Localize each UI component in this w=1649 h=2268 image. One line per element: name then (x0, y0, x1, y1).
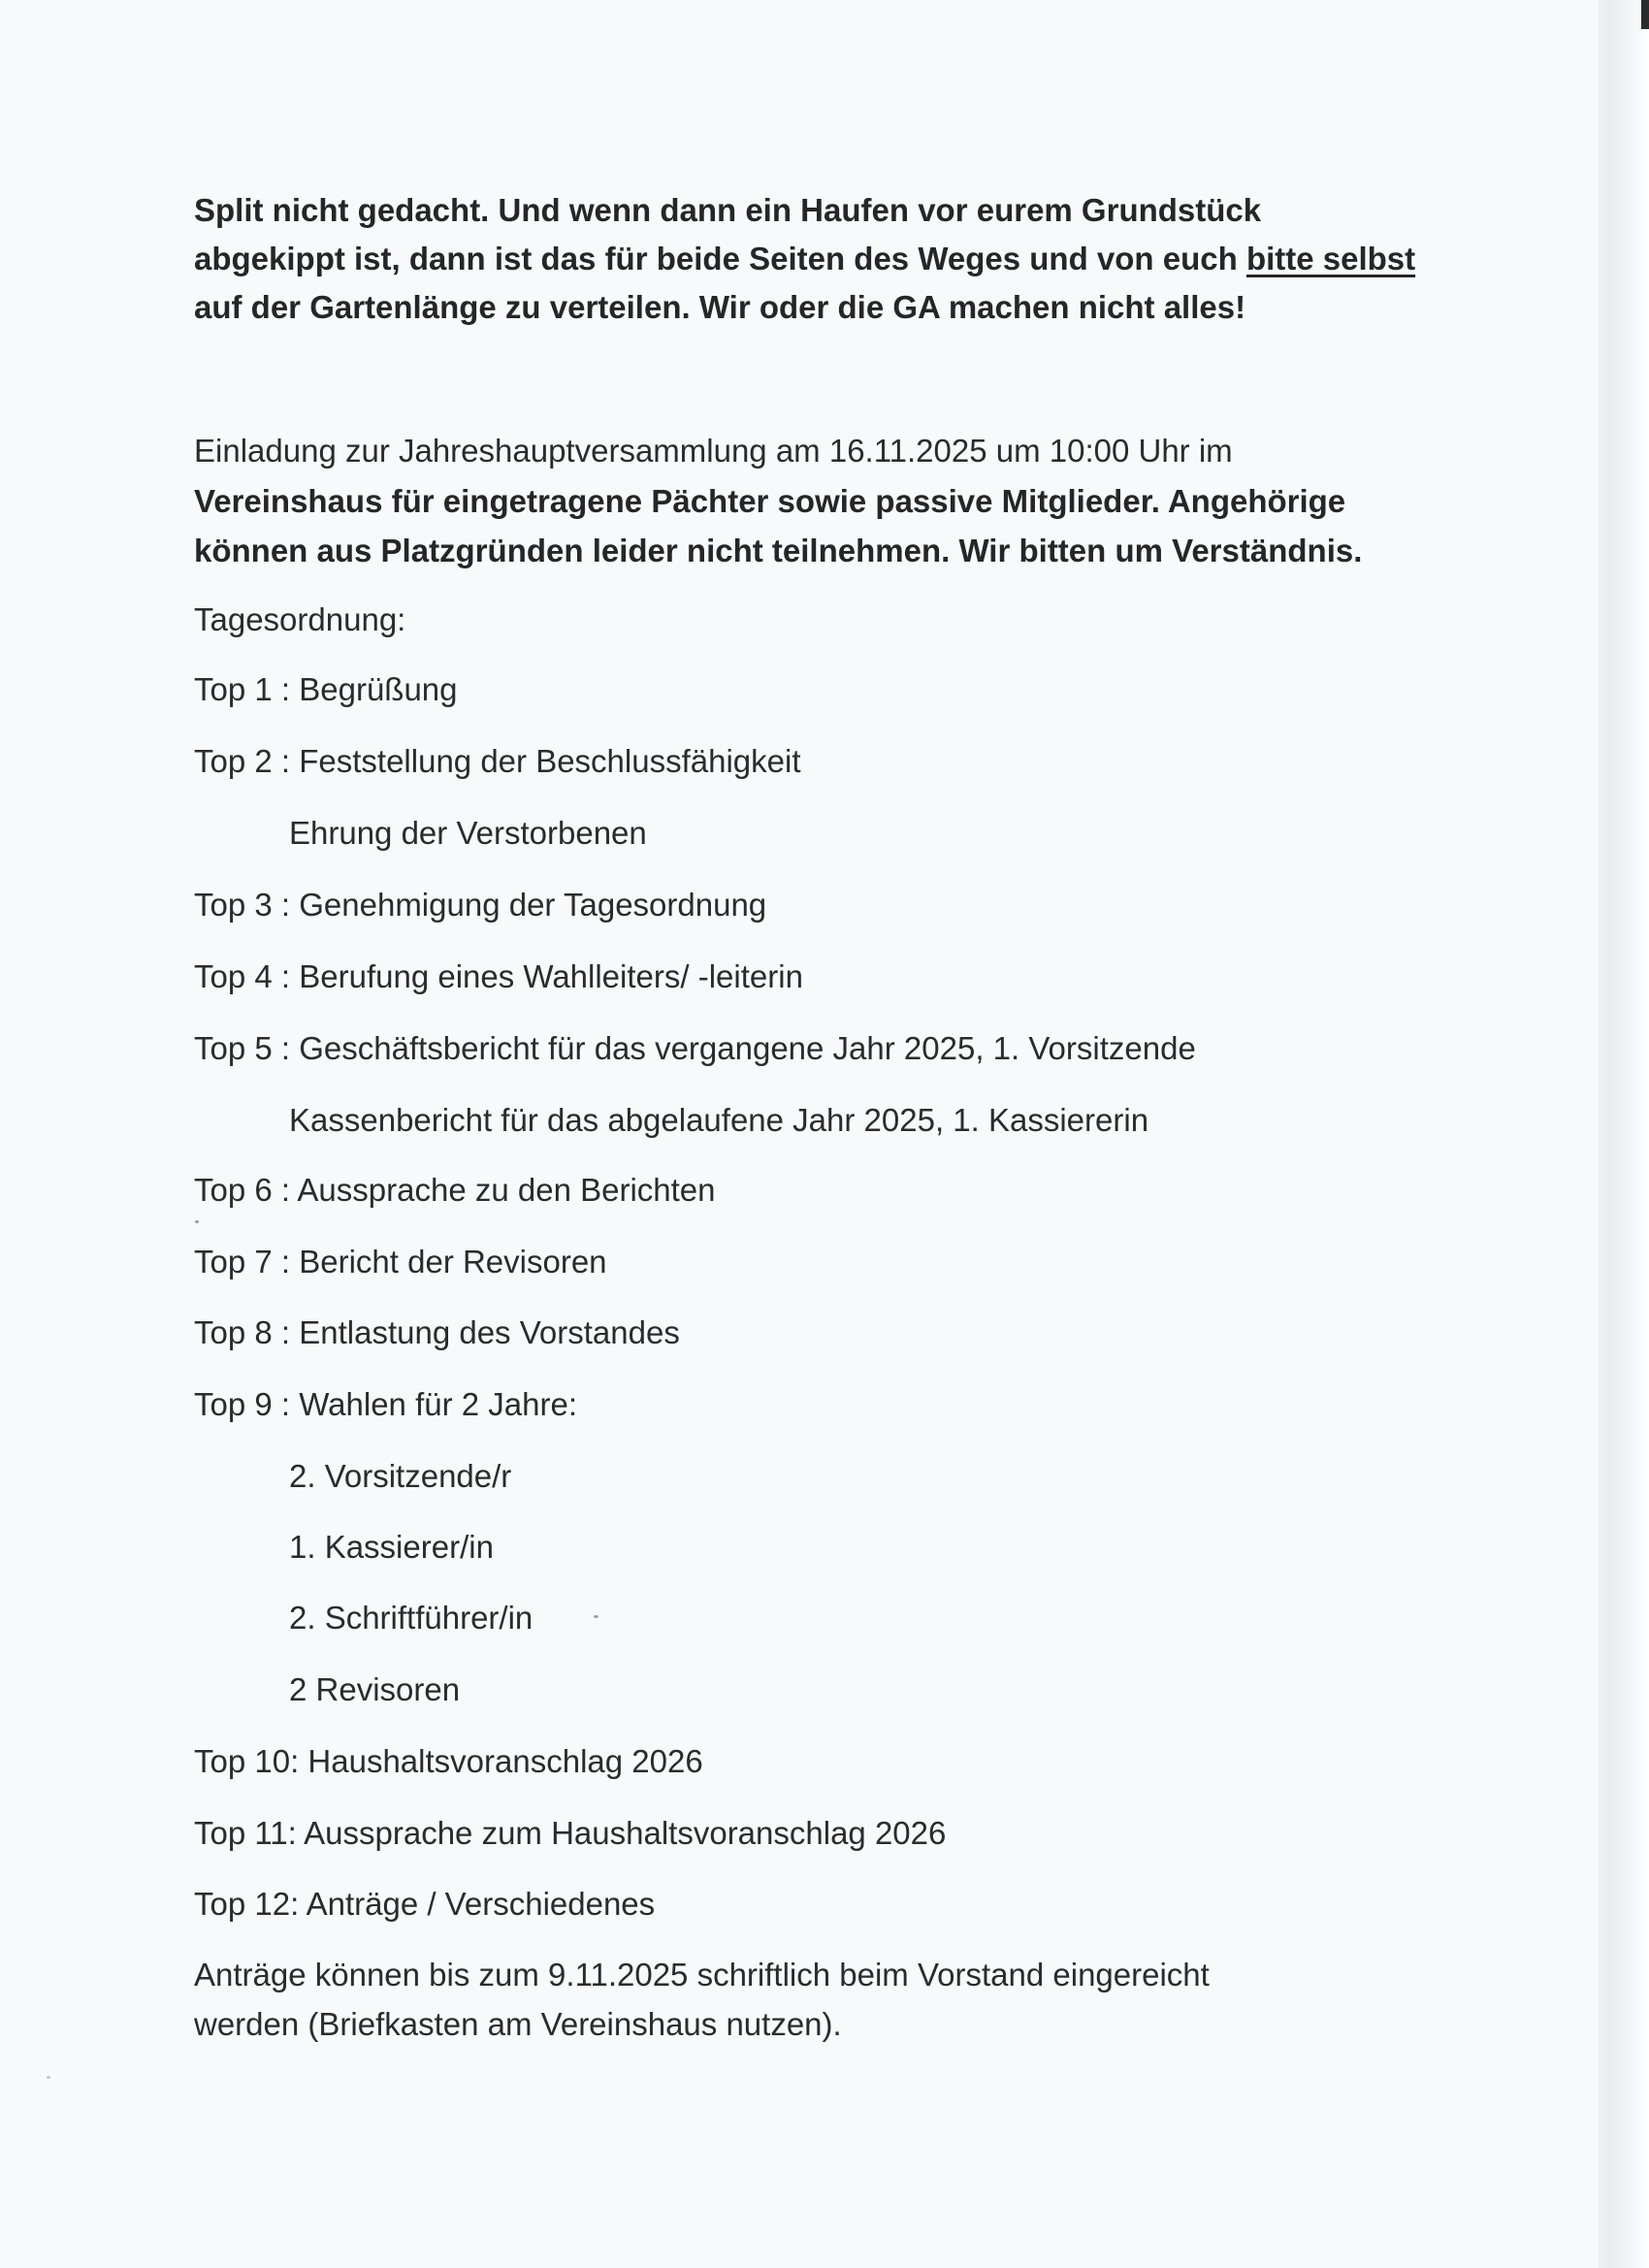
agenda-subitem-schriftfuehrer: 2. Schriftführer/in (289, 1600, 534, 1636)
agenda-subitem-revisoren: 2 Revisoren (289, 1671, 461, 1707)
agenda-heading: Tagesordnung: (194, 601, 406, 637)
agenda-item-top-6: Top 6 : Aussprache zu den Berichten (194, 1172, 716, 1208)
agenda-subitem-kassenbericht: Kassenbericht für das abgelaufene Jahr 2025, 1. Kassiererin (289, 1102, 1149, 1138)
agenda-item-top-3: Top 3 : Genehmigung der Tagesordnung (194, 887, 767, 923)
intro-line-2-text: abgekippt ist, dann ist das für beide Seiten des Weges und von euch (194, 241, 1246, 276)
intro-line-2 (194, 235, 1415, 283)
invitation-line-3: können aus Platzgründen leider nicht teilnehmen. Wir bitten um Verständnis. (194, 533, 1363, 568)
agenda-subitem-ehrung: Ehrung der Verstorbenen (289, 815, 647, 851)
intro-line-3: auf der Gartenlänge zu verteilen. Wir oder die GA machen nicht alles! (194, 289, 1246, 325)
closing-line-1: Anträge können bis zum 9.11.2025 schriftlich beim Vorstand eingereicht (194, 1957, 1210, 1993)
intro-line-1: Split nicht gedacht. Und wenn dann ein Haufen vor eurem Grundstück (194, 192, 1262, 228)
scan-corner-mark (1641, 0, 1649, 29)
agenda-subitem-vorsitzende: 2. Vorsitzende/r (289, 1458, 512, 1494)
agenda-item-top-1: Top 1 : Begrüßung (194, 671, 458, 707)
agenda-item-top-12: Top 12: Anträge / Verschiedenes (194, 1886, 656, 1922)
agenda-item-top-10: Top 10: Haushaltsvoranschlag 2026 (194, 1743, 703, 1779)
agenda-item-top-9: Top 9 : Wahlen für 2 Jahre: (194, 1386, 577, 1422)
agenda-item-top-8: Top 8 : Entlastung des Vorstandes (194, 1314, 680, 1350)
agenda-item-top-4: Top 4 : Berufung eines Wahlleiters/ -leiterin (194, 958, 803, 994)
agenda-item-top-7: Top 7 : Bericht der Revisoren (194, 1244, 607, 1280)
scan-speck (47, 2076, 50, 2079)
closing-line-2: werden (Briefkasten am Vereinshaus nutzen). (194, 2006, 842, 2042)
intro-underlined-text: bitte selbst (1245, 241, 1416, 276)
agenda-item-top-2: Top 2 : Feststellung der Beschlussfähigkeit (194, 743, 801, 779)
agenda-subitem-kassierer: 1. Kassierer/in (289, 1529, 494, 1565)
invitation-line-1: Einladung zur Jahreshauptversammlung am 16.11.2025 um 10:00 Uhr im (194, 433, 1233, 469)
agenda-item-top-5: Top 5 : Geschäftsbericht für das vergangene Jahr 2025, 1. Vorsitzende (194, 1030, 1196, 1066)
agenda-item-top-11: Top 11: Aussprache zum Haushaltsvoranschlag 2026 (194, 1815, 947, 1851)
scan-speck (594, 1615, 598, 1618)
scan-speck (195, 1220, 199, 1223)
scan-edge-shadow (1599, 0, 1649, 2268)
invitation-line-2: Vereinshaus für eingetragene Pächter sowie passive Mitglieder. Angehörige (194, 483, 1346, 519)
